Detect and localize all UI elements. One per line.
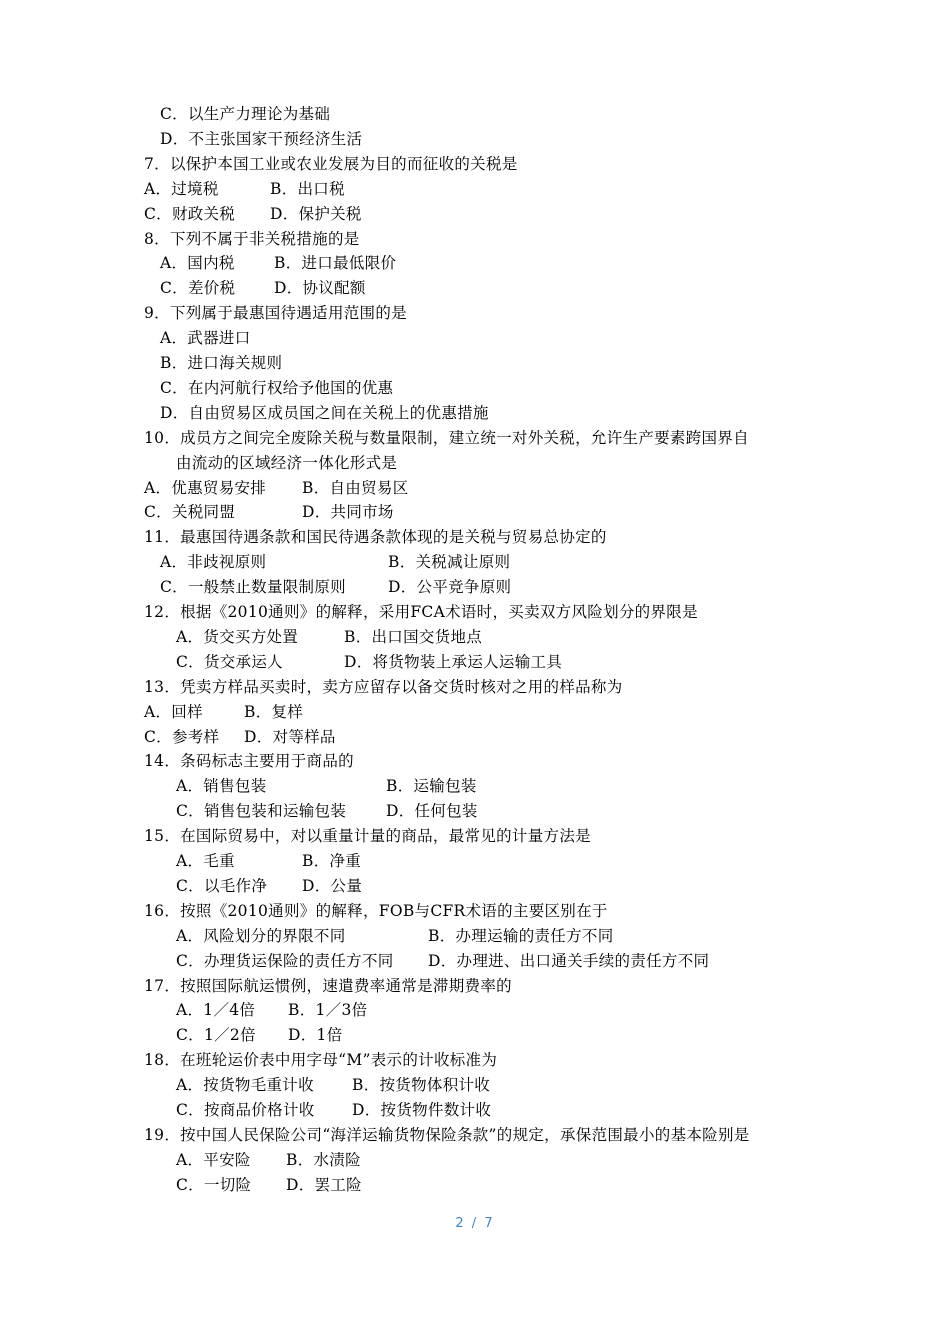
- option-text: D．协议配额: [274, 279, 366, 297]
- option-text: D．按货物件数计收: [352, 1101, 492, 1119]
- option-text: A．货交买方处置: [176, 628, 299, 646]
- option-text: C．1／2倍: [176, 1026, 256, 1044]
- option-text: A．平安险: [176, 1151, 251, 1169]
- option-text: C．按商品价格计收: [176, 1101, 315, 1119]
- option-text: B．办理运输的责任方不同: [428, 927, 614, 945]
- line-text: 8．下列不属于非关税措施的是: [144, 230, 360, 248]
- line-text: 13．凭卖方样品买卖时，卖方应留存以备交货时核对之用的样品称为: [144, 678, 623, 696]
- option-text: A．优惠贸易安排: [144, 479, 267, 497]
- option-text: B．自由贸易区: [302, 479, 409, 497]
- page-number: 2 / 7: [455, 1216, 495, 1231]
- option-text: D．共同市场: [302, 503, 394, 521]
- option-text: C．关税同盟: [144, 503, 236, 521]
- line-text: 18．在班轮运价表中用字母“M”表示的计收标准为: [144, 1051, 498, 1069]
- option-text: C．差价税: [160, 279, 236, 297]
- option-text: A．风险划分的界限不同: [176, 927, 346, 945]
- option-text: B．水渍险: [286, 1151, 361, 1169]
- option-text: C．货交承运人: [176, 653, 283, 671]
- option-text: C．一切险: [176, 1176, 252, 1194]
- line-text: D．不主张国家干预经济生活: [160, 130, 363, 148]
- option-text: A．国内税: [160, 254, 235, 272]
- option-text: A．按货物毛重计收: [176, 1076, 314, 1094]
- option-text: B．1／3倍: [288, 1001, 368, 1019]
- option-text: B．出口国交货地点: [344, 628, 483, 646]
- option-text: A．毛重: [176, 852, 235, 870]
- line-text: 7．以保护本国工业或农业发展为目的而征收的关税是: [144, 155, 518, 173]
- option-text: B．复样: [244, 703, 304, 721]
- line-text: B．进口海关规则: [160, 354, 283, 372]
- line-text: 14．条码标志主要用于商品的: [144, 752, 354, 770]
- line-text: 10．成员方之间完全废除关税与数量限制，建立统一对外关税，允许生产要素跨国界自: [144, 429, 749, 447]
- option-text: D．保护关税: [270, 205, 362, 223]
- line-text: C．以生产力理论为基础: [160, 105, 331, 123]
- option-text: B．运输包装: [386, 777, 477, 795]
- line-text: 17．按照国际航运惯例，速遣费率通常是滞期费率的: [144, 977, 512, 995]
- line-text: D．自由贸易区成员国之间在关税上的优惠措施: [160, 404, 489, 422]
- option-text: D．罢工险: [286, 1176, 362, 1194]
- option-text: C．财政关税: [144, 205, 236, 223]
- option-text: D．公平竞争原则: [388, 578, 512, 596]
- line-text: C．在内河航行权给予他国的优惠: [160, 379, 394, 397]
- option-text: D．将货物装上承运人运输工具: [344, 653, 563, 671]
- option-text: A．1／4倍: [176, 1001, 256, 1019]
- line-text: 11．最惠国待遇条款和国民待遇条款体现的是关税与贸易总协定的: [144, 528, 607, 546]
- option-text: C．以毛作净: [176, 877, 268, 895]
- option-text: A．非歧视原则: [160, 553, 267, 571]
- option-text: B．出口税: [270, 180, 345, 198]
- line-text: A．武器进口: [160, 329, 251, 347]
- option-text: D．任何包装: [386, 802, 478, 820]
- option-text: A．过境税: [144, 180, 219, 198]
- option-text: D．公量: [302, 877, 363, 895]
- option-text: D．对等样品: [244, 728, 336, 746]
- option-text: C．销售包装和运输包装: [176, 802, 347, 820]
- option-text: C．参考样: [144, 728, 220, 746]
- option-text: C．办理货运保险的责任方不同: [176, 952, 394, 970]
- option-text: B．净重: [302, 852, 362, 870]
- option-text: B．按货物体积计收: [352, 1076, 491, 1094]
- line-text: 由流动的区域经济一体化形式是: [176, 454, 398, 472]
- option-text: B．关税减让原则: [388, 553, 511, 571]
- option-text: A．销售包装: [176, 777, 267, 795]
- line-text: 9．下列属于最惠国待遇适用范围的是: [144, 304, 407, 322]
- option-text: A．回样: [144, 703, 203, 721]
- option-text: B．进口最低限价: [274, 254, 397, 272]
- line-text: 12．根据《2010通则》的解释，采用FCA术语时，买卖双方风险划分的界限是: [144, 603, 698, 621]
- option-text: D．1倍: [288, 1026, 343, 1044]
- option-text: C．一般禁止数量限制原则: [160, 578, 346, 596]
- line-text: 16．按照《2010通则》的解释，FOB与CFR术语的主要区别在于: [144, 902, 608, 920]
- option-text: D．办理进、出口通关手续的责任方不同: [428, 952, 710, 970]
- line-text: 15．在国际贸易中，对以重量计量的商品，最常见的计量方法是: [144, 827, 591, 845]
- line-text: 19．按中国人民保险公司“海洋运输货物保险条款”的规定，承保范围最小的基本险别是: [144, 1126, 750, 1144]
